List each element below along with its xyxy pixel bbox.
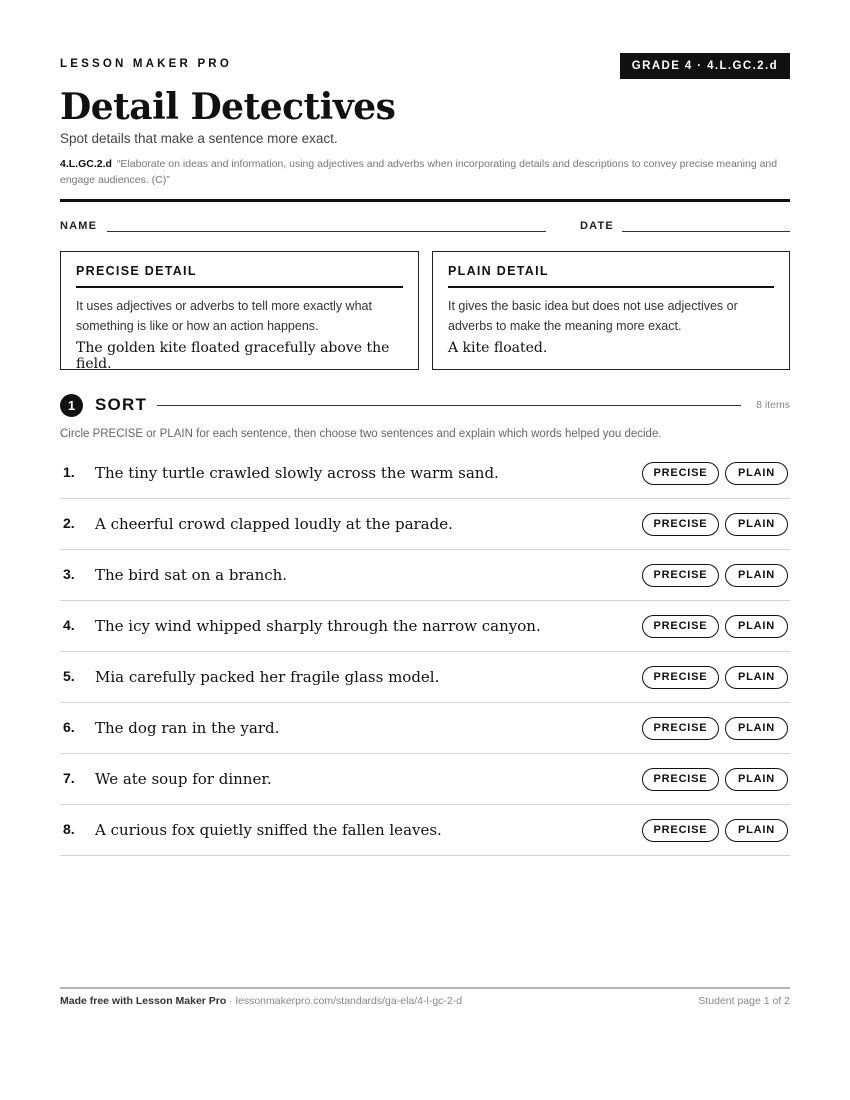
date-line[interactable]: [622, 231, 790, 232]
item-sentence: A curious fox quietly sniffed the fallen leaves.: [95, 821, 442, 839]
plain-detail-heading: PLAIN DETAIL: [448, 264, 774, 288]
precise-choice[interactable]: PRECISE: [642, 615, 719, 638]
footer-url[interactable]: lessonmakerpro.com/standards/ga-ela/4-l-gc-2-d: [235, 995, 463, 1007]
plain-choice[interactable]: PLAIN: [725, 462, 788, 485]
date-label: DATE: [580, 220, 614, 232]
item-sentence: The icy wind whipped sharply through the narrow canyon.: [95, 617, 541, 635]
plain-detail-card: [432, 251, 790, 370]
list-item: [60, 754, 790, 805]
item-sentence: The tiny turtle crawled slowly across the warm sand.: [95, 464, 499, 482]
item-number: 3.: [63, 566, 75, 582]
standard-statement: [60, 156, 790, 188]
precise-choice[interactable]: PRECISE: [642, 564, 719, 587]
plain-detail-example: A kite floated.: [448, 340, 548, 356]
precise-detail-card: [60, 251, 419, 370]
plain-choice[interactable]: PLAIN: [725, 615, 788, 638]
footer-divider: [60, 987, 790, 989]
item-number: 7.: [63, 770, 75, 786]
name-label: NAME: [60, 220, 98, 232]
item-number: 8.: [63, 821, 75, 837]
standard-text: “Elaborate on ideas and information, using adjectives and adverbs when incorporating details and descriptions to convey precise meaning and engage audiences. (C)”: [60, 158, 778, 186]
section-number-badge: 1: [60, 394, 83, 417]
plain-detail-description: It gives the basic idea but does not use adjectives or adverbs to make the meaning more exact.: [448, 299, 738, 333]
plain-choice[interactable]: PLAIN: [725, 564, 788, 587]
name-line[interactable]: [107, 231, 546, 232]
plain-choice[interactable]: PLAIN: [725, 768, 788, 791]
footer-brand: Made free with Lesson Maker Pro: [60, 995, 227, 1007]
plain-choice[interactable]: PLAIN: [725, 819, 788, 842]
brand-name: LESSON MAKER PRO: [60, 58, 232, 70]
sentence-list: [60, 448, 790, 856]
list-item: [60, 601, 790, 652]
item-sentence: A cheerful crowd clapped loudly at the parade.: [95, 515, 453, 533]
plain-choice[interactable]: PLAIN: [725, 513, 788, 536]
item-number: 6.: [63, 719, 75, 735]
precise-choice[interactable]: PRECISE: [642, 819, 719, 842]
footer-separator: ·: [226, 995, 236, 1007]
precise-choice[interactable]: PRECISE: [642, 768, 719, 791]
precise-choice[interactable]: PRECISE: [642, 666, 719, 689]
precise-detail-example: The golden kite floated gracefully above the field.: [76, 340, 390, 372]
item-number: 5.: [63, 668, 75, 684]
list-item: [60, 703, 790, 754]
list-item: [60, 550, 790, 601]
list-item: [60, 448, 790, 499]
precise-detail-description: It uses adjectives or adverbs to tell more exactly what something is like or how an action happens.: [76, 299, 372, 333]
item-number: 2.: [63, 515, 75, 531]
page-indicator: Student page 1 of 2: [698, 995, 790, 1007]
list-item: [60, 499, 790, 550]
precise-choice[interactable]: PRECISE: [642, 462, 719, 485]
precise-choice[interactable]: PRECISE: [642, 717, 719, 740]
precise-choice[interactable]: PRECISE: [642, 513, 719, 536]
item-number: 1.: [63, 464, 75, 480]
footer-credit: [60, 995, 462, 1007]
section-divider: [157, 405, 741, 406]
page-title: Detail Detectives: [60, 86, 396, 128]
plain-choice[interactable]: PLAIN: [725, 717, 788, 740]
worksheet-page: [60, 0, 790, 1100]
item-sentence: The dog ran in the yard.: [95, 719, 280, 737]
standard-code: 4.L.GC.2.d: [60, 158, 112, 170]
section-title: SORT: [95, 395, 148, 414]
item-sentence: We ate soup for dinner.: [95, 770, 272, 788]
grade-badge: GRADE 4 · 4.L.GC.2.d: [620, 53, 790, 79]
section-instructions: Circle PRECISE or PLAIN for each sentence, then choose two sentences and explain which words helped you decide.: [60, 428, 662, 440]
item-count: 8 items: [756, 399, 790, 411]
page-subtitle: Spot details that make a sentence more exact.: [60, 131, 338, 146]
list-item: [60, 652, 790, 703]
item-sentence: The bird sat on a branch.: [95, 566, 288, 584]
item-number: 4.: [63, 617, 75, 633]
plain-choice[interactable]: PLAIN: [725, 666, 788, 689]
item-sentence: Mia carefully packed her fragile glass model.: [95, 668, 440, 686]
list-item: [60, 805, 790, 856]
header-divider: [60, 199, 790, 202]
precise-detail-heading: PRECISE DETAIL: [76, 264, 403, 288]
